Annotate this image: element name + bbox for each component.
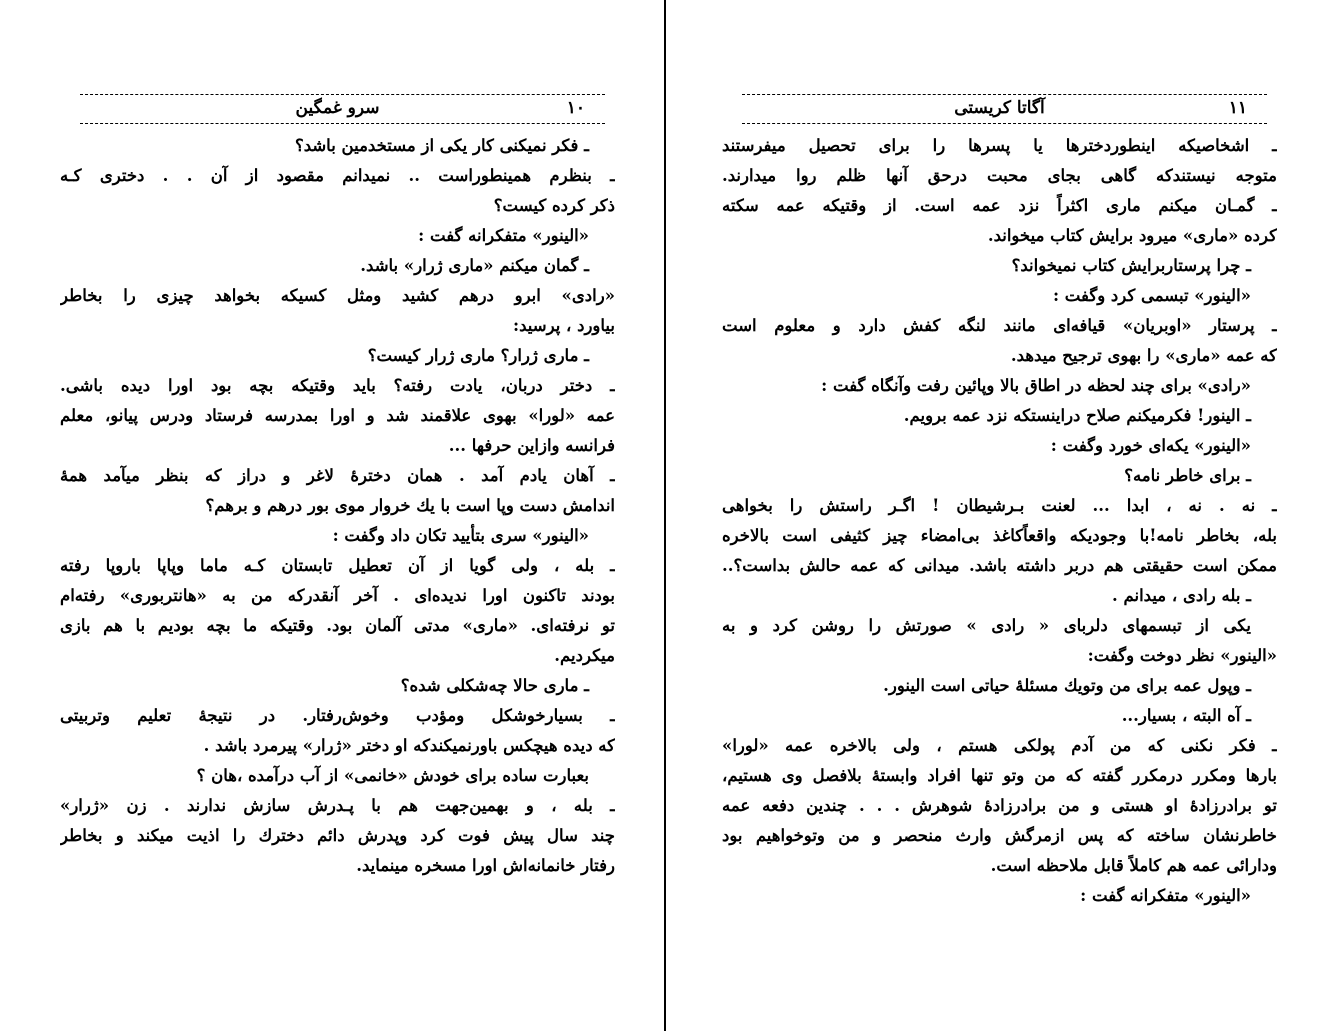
text-line: «رادی» برای چند لحظه در اطاق بالا وپائین رفت وآنگاه گفت : [821,376,1251,395]
text-line: که دیده هیچکس باورنمیکندکه او دختر «ژرار» پیرمرد باشد . [203,736,615,755]
text-line: متوجه نیستندکه گاهی بجای محبت درحق آنها ظلم روا میدارند. [722,166,1277,185]
page-number: ۱۰ [566,98,585,118]
text-line: کرده «ماری» میرود برایش کتاب میخواند. [987,226,1277,245]
text-line: ـ نه . نه ، ابدا ... لعنت بـرشیطان ! اگـر راستش را بخواهی [722,496,1277,515]
text-line: ـ فکر نمیکنی کار یکی از مستخدمین باشد؟ [294,136,589,155]
text-line: ـ ماری ژرار؟ ماری ژرار کیست؟ [367,346,589,365]
text-line: ـ چرا پرستاربرایش کتاب نمیخواند؟ [1011,256,1251,275]
text-line: ـ وپول عمه برای من وتویك مسئلهٔ حیاتی است الینور. [883,676,1251,695]
running-title: سرو غمگین [295,98,380,118]
text-line: ـ فکر نکنی که من آدم پولکی هستم ، ولی بالاخره عمه «لورا» [722,736,1277,755]
text-line: بودند تاکنون اورا ندیده‌ای . آخر آنقدرکه من به «هانتربوری» رفته‌ام [60,586,615,605]
header-rule-bottom [80,123,605,124]
text-line: «الینور» یکه‌ای خورد وگفت : [1050,436,1251,455]
page-header [722,92,1277,126]
text-line: فرانسه وازاین حرفها ... [448,436,615,455]
text-line: ـ بسیارخوشکل ومؤدب وخوش‌رفتار. در نتیجهٔ تعلیم وتربیتی [60,706,615,725]
header-rule-top [742,94,1267,95]
text-line: که عمه «ماری» را بهوی ترجیح میدهد. [1010,346,1277,365]
text-line: ـ الینور! فکرمیکنم صلاح دراینستکه نزد عمه برویم. [903,406,1251,425]
book-spine [664,0,666,1031]
text-line: بیاورد ، پرسید: [513,316,615,335]
text-line: رفتار خانمانه‌اش اورا مسخره مینماید. [356,856,615,875]
text-line: «الینور» سری بتأیید تکان داد وگفت : [332,526,589,545]
text-line: تو نرفته‌ای. «ماری» مدتی آلمان بود. وقتیکه ما بچه بودیم با هم بازی [60,616,615,635]
text-line: ـ بله ، ولی گویا از آن تعطیل تابستان کـه ماما وپاپا باروپا رفته [60,556,615,575]
page-body [722,131,1277,911]
text-line: ـ آهان یادم آمد . همان دخترهٔ لاغر و دراز که بنظر میآمد همهٔ [60,466,615,485]
text-line: ـ بله ، و بهمین‌جهت هم با پـدرش سازش ندارند . زن «ژرار» [60,796,615,815]
page-number: ۱۱ [1228,98,1247,118]
text-line: ودارائی عمه هم کاملاً قابل ملاحظه است. [990,856,1277,875]
text-line: ممکن است حقیقتی هم دربر داشته باشد. میدانی که عمه حالش بداست؟.. [722,556,1277,575]
text-line: اندامش دست وپا است با یك خروار موی بور درهم و برهم؟ [205,496,615,515]
text-line: ذکر کرده کیست؟ [493,196,615,215]
text-line: بعبارت ساده برای خودش «خانمی» از آب درآمده ،هان ؟ [196,766,589,785]
page-header [60,92,615,126]
text-line: میکردیم. [554,646,615,665]
page-body [60,131,615,881]
text-line: ـ اشخاصیکه اینطوردخترها یا پسرها را برای تحصیل میفرستند [722,136,1277,155]
text-line: خاطرنشان ساخته که پس ازمرگش وارث منحصر و من وتوخواهیم بود [722,826,1277,845]
text-line: ـ بله رادی ، میدانم . [1112,586,1251,605]
text-line: ـ دختر دربان، یادت رفته؟ باید وقتیکه بچه بود اورا دیده باشی. [60,376,615,395]
text-line: ـ بنظرم همینطوراست .. نمیدانم مقصود از آن . . دختری کـه [60,166,615,185]
text-line: «رادی» ابرو درهم کشید ومثل کسیکه بخواهد چیزی را بخاطر [60,286,615,305]
text-line: ـ پرستار «اوبریان» قیافه‌ای مانند لنگه کفش دارد و معلوم است [722,316,1277,335]
text-line: «الینور» متفکرانه گفت : [1080,886,1251,905]
text-line: ـ ماری حالا چه‌شکلی شده؟ [400,676,589,695]
text-line: «الینور» متفکرانه گفت : [418,226,589,245]
left-page [60,0,615,1031]
text-line: ـ گمـان میکنم ماری اکثراً نزد عمه است. از وقتیکه عمه سکته [722,196,1277,215]
text-line: تو برادرزادهٔ او هستی و من برادرزادهٔ شوهرش . . . چندین دفعه عمه [722,796,1277,815]
right-page [722,0,1277,1031]
text-line: ـ گمان میکنم «ماری ژرار» باشد. [360,256,589,275]
running-title: آگاتا کریستی [954,98,1045,118]
text-line: «الینور» نظر دوخت وگفت: [1087,646,1277,665]
text-line: چند سال پیش فوت کرد وپدرش دائم دخترك را اذیت میکند و بخاطر [60,826,615,845]
text-line: عمه «لورا» بهوی علاقمند شد و اورا بمدرسه فرستاد ودرس پیانو، معلم [60,406,615,425]
header-rule-top [80,94,605,95]
header-rule-bottom [742,123,1267,124]
text-line: بارها ومکرر درمکرر گفته که من وتو تنها افراد وابستهٔ بلافصل وی هستیم، [722,766,1277,785]
text-line: ـ آه البته ، بسیار... [1121,706,1251,725]
text-line: یکی از تبسمهای دلربای « رادی » صورتش را روشن کرد و به [722,616,1251,635]
text-line: ـ برای خاطر نامه؟ [1124,466,1251,485]
text-line: بله، بخاطر نامه!با وجودیکه واقعاًکاغذ بی‌امضاء چیز کثیفی است بالاخره [722,526,1277,545]
text-line: «الینور» تبسمی کرد وگفت : [1052,286,1251,305]
